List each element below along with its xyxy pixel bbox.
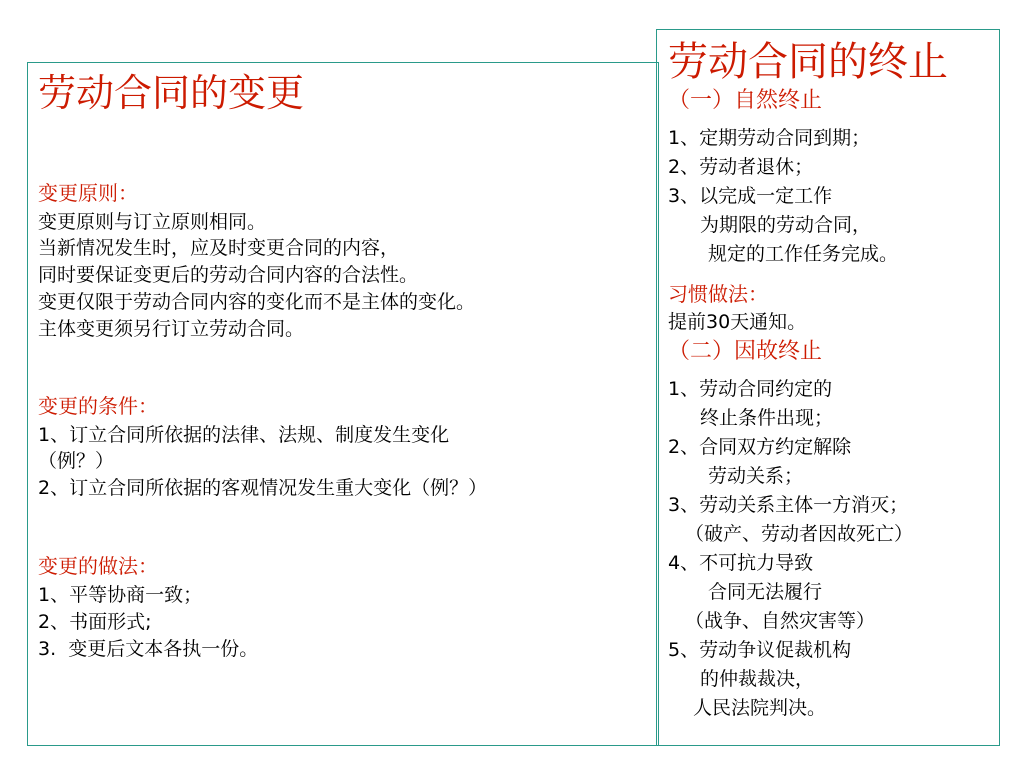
right-text-line: 的仲裁裁决， (700, 668, 815, 690)
left-text-line: 主体变更须另行订立劳动合同。 (38, 318, 305, 340)
left-text-line: 1、订立合同所依据的法律、法规、制度发生变化 (38, 424, 450, 446)
right-text-line: 1、劳动合同约定的 (668, 378, 833, 400)
left-text-line: 变更仅限于劳动合同内容的变化而不是主体的变化。 (38, 291, 476, 313)
left-text-line: 3. 变更后文本各执一份。 (38, 638, 259, 660)
right-text-line: 人民法院判决。 (693, 697, 827, 719)
right-text-line: （一）自然终止 (668, 88, 823, 113)
left-text-line: 变更原则： (38, 181, 138, 205)
right-text-line: 习惯做法： (668, 282, 768, 306)
right-text-line: 提前30天通知。 (668, 311, 807, 333)
right-text-line: （二）因故终止 (668, 339, 823, 364)
right-text-line: 3、劳动关系主体一方消灭； (668, 494, 909, 516)
right-text-line: 终止条件出现； (700, 407, 834, 429)
left-text-line: 变更原则与订立原则相同。 (38, 211, 267, 233)
right-title: 劳动合同的终止 (668, 39, 948, 85)
left-text-line: 变更的做法： (38, 554, 158, 578)
right-text-line: （战争、自然灾害等） (685, 610, 876, 632)
right-text-line: 2、劳动者退休； (668, 156, 814, 178)
right-text-line: 规定的工作任务完成。 (708, 243, 899, 265)
right-text-line: 合同无法履行 (708, 581, 823, 603)
left-text-line: 1、平等协商一致； (38, 584, 203, 606)
left-text-line: （例？） (38, 450, 115, 472)
right-text-line: 5、劳动争议促裁机构 (668, 639, 852, 661)
left-text-line: 2、订立合同所依据的客观情况发生重大变化（例？） (38, 477, 488, 499)
right-text-line: （破产、劳动者因故死亡） (685, 523, 914, 545)
right-text-line: 劳动关系； (708, 465, 804, 487)
left-text-line: 2、书面形式; (38, 611, 152, 633)
left-title: 劳动合同的变更 (38, 71, 305, 115)
right-text-line: 为期限的劳动合同， (700, 214, 872, 236)
left-text-line: 同时要保证变更后的劳动合同内容的合法性。 (38, 264, 419, 286)
left-text-line: 变更的条件： (38, 394, 158, 418)
right-text-line: 2、合同双方约定解除 (668, 436, 852, 458)
right-text-line: 1、定期劳动合同到期； (668, 127, 871, 149)
left-text-line: 当新情况发生时，应及时变更合同的内容， (38, 237, 400, 259)
right-text-line: 4、不可抗力导致 (668, 552, 814, 574)
right-text-line: 3、以完成一定工作 (668, 185, 833, 207)
